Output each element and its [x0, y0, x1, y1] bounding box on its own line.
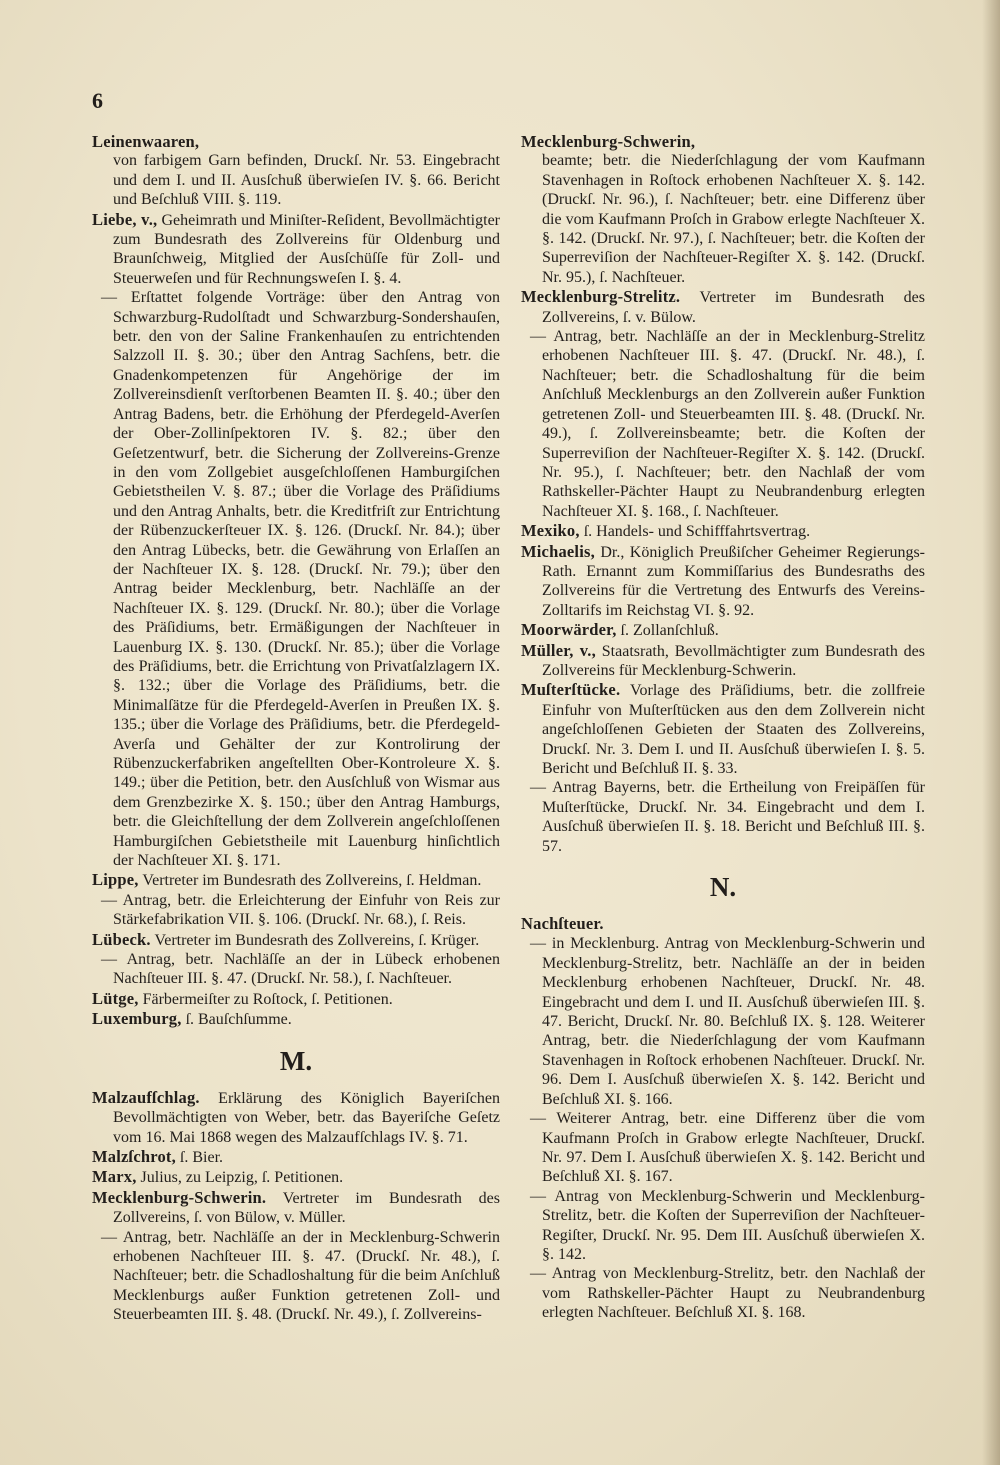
subentry-text: — Erſtattet folgende Vorträge: über den Antrag von Schwarzburg-Rudolſtadt und Schwarzburg-Sondershauſen, betr. den von der Saline Frankenhauſen zu entrichtenden Salzzoll II. §. 30.; über den Antrag Sachſens, betr. die Gnadenkompetenzen für Angehörige der im Zollvereinsdienſt verſtorbenen Beamten II. §. 40.; über den Antrag Badens, betr. die Erhöhung der Pferdegeld-Averſen der Ober-Zollinſpektoren IV. §. 82.; über den Geſetzentwurf, betr. die Sicherung der Zollvereins-Grenze in den vom Zollgebiet ausgeſchloſſenen Hamburgiſchen Gebietstheilen V. §. 87.; über die Vorlage des Präſidiums und den Antrag Anhalts, betr. die Kreditfriſt zur Entrichtung der Rübenzuckerſteuer IX. §. 126. (Druckſ. Nr. 84.); über den Antrag Lübecks, betr. die Gewährung von Erlaſſen an der Nachſteuer IX. §. 128. (Druckſ. Nr. 79.); über den Antrag beider Mecklenburg, betr. Nachläſſe an der Nachſteuer IX. §. 129. (Druckſ. Nr. 80.); über die Vorlage des Präſidiums, betr. Ermäßigungen der Nachſteuer in Lauenburg IX. §. 130. (Druckſ. Nr. 85.); über die Vorlage des Präſidiums, betr. die Errichtung von Privatſalzlagern IX. §. 132.; über die Vorlage des Präſidiums, betr. die Minimalſätze für die Pferdegeld-Averſen in Preußen IX. §. 135.; über die Vorlage des Präſidiums, betr. die Pferdegeld-Averſa und Gehälter der zur Kontrolirung der Rübenzuckerfabriken angeſtellten Ober-Kontroleure X. §. 149.; über die Petition, betr. den Ausſchluß von Wismar aus dem Grenzbezirke X. §. 150.; über den Antrag Hamburgs, betr. die Gleichſtellung der dem Zollverein angeſchloſſenen Hamburgiſchen Gebietstheile mit Lauenburg hinſichtlich der Nachſteuer XI. §. 171. [101, 289, 500, 870]
entry-headword: Mecklenburg-Schwerin. [92, 1187, 267, 1207]
index-entry [92, 132, 500, 210]
index-entry [521, 914, 925, 934]
index-entry [521, 641, 925, 681]
index-entry [92, 1088, 500, 1147]
index-entry [92, 1167, 500, 1187]
entry-headword: Müller, v., [521, 640, 596, 660]
entry-text: ſ. Bier. [179, 1148, 224, 1166]
entry-text: Vertreter im Bundesrath des Zollvereins, ſ. Krüger. [154, 931, 480, 949]
entry-headword: Malzaufſchlag. [92, 1087, 200, 1107]
entry-text: Erklärung des Königlich Bayeriſchen Bevollmächtigten von Weber, betr. das Bayeriſche Geſetz vom 16. Mai 1868 wegen des Malzaufſchlags IV. §. 71. [113, 1089, 501, 1146]
index-subentry [521, 327, 925, 521]
subentry-text: — Antrag, betr. Nachläſſe an der in Mecklenburg-Schwerin erhobenen Nachſteuer III. §. 47. (Druckſ. Nr. 48.), ſ. Nachſteuer; betr. die Schadloshaltung für die beim Anſchluß Mecklenburgs außer Funktion getretenen Zoll- und Steuerbeamten III. §. 48. (Druckſ. Nr. 49.), ſ. Zollvereins- [101, 1228, 500, 1324]
index-subentry [521, 778, 925, 856]
entry-headword: Mexiko, [521, 521, 580, 541]
entry-headword: Lübeck. [92, 929, 151, 949]
index-subentry [92, 950, 500, 989]
scan-edge-shadow [982, 0, 1000, 1465]
entry-headword: Moorwärder, [521, 620, 617, 640]
entry-text: von farbigem Garn befinden, Druckſ. Nr. 53. Eingebracht und dem I. und II. Ausſchuß überwieſen IV. §. 66. Bericht und Beſchluß VIII. §. 119. [113, 152, 500, 209]
subentry-text: — Antrag, betr. Nachläſſe an der in Mecklenburg-Strelitz erhobenen Nachſteuer III. §. 47. (Druckſ. Nr. 48.), ſ. Nachſteuer; betr. die Schadloshaltung für die beim Anſchluß Mecklenburgs an den Zollverein außer Funktion getretenen Zoll- und Steuerbeamten III. §. 48. (Druckſ. Nr. 49.), ſ. Zollvereinsbeamte; betr. die Koſten der Superreviſion der Nachſteuer-Regiſter X. §. 142. (Druckſ. Nr. 95.), ſ. Nachſteuer; betr. den Nachlaß der vom Rathskeller-Pächter Haupt zu Neubrandenburg erlegten Nachſteuer XI. §. 168., ſ. Nachſteuer. [530, 328, 925, 520]
index-entry [92, 210, 500, 289]
entry-text: Vorlage des Präſidiums, betr. die zollfreie Einfuhr von Muſterſtücken aus den dem Zollverein nicht angeſchloſſenen Gebieten der Staaten des Zollvereins, Druckſ. Nr. 3. Dem I. und II. Ausſchuß überwieſen I. §. 5. Bericht und Beſchluß II. §. 33. [542, 682, 925, 777]
index-entry [521, 542, 925, 621]
index-entry [521, 680, 925, 778]
entry-text: Geheimrath und Miniſter-Reſident, Bevollmächtigter zum Bundesrath des Zollvereins für Oldenburg und Braunſchweig, Mitglied der Ausſchüſſe für Zoll- und Steuerweſen und für Rechnungsweſen I. §. 4. [113, 211, 500, 287]
entry-text: Vertreter im Bundesrath des Zollvereins, ſ. v. Bülow. [542, 289, 925, 326]
entry-headword: Leinenwaaren, [92, 132, 200, 151]
subentry-text: — Antrag Bayerns, betr. die Ertheilung von Freipäſſen für Muſterſtücke, Druckſ. Nr. 34. Eingebracht und dem I. Ausſchuß überwieſen II. §. 18. Bericht und Beſchluß III. §. 57. [530, 779, 925, 855]
subentry-text: — Antrag, betr. Nachläſſe an der in Lübeck erhobenen Nachſteuer III. §. 47. (Druckſ. Nr. 58.), ſ. Nachſteuer. [101, 951, 500, 988]
entry-headword: Mecklenburg-Schwerin, [521, 132, 696, 151]
subentry-text: — Antrag von Mecklenburg-Strelitz, betr. den Nachlaß der vom Rathskeller-Pächter Haupt zu Neubrandenburg erlegten Nachſteuer. Beſchluß XI. §. 168. [530, 1265, 925, 1322]
entry-headword: Luxemburg, [92, 1009, 182, 1029]
subentry-text: — Weiterer Antrag, betr. eine Differenz über die vom Kaufmann Proſch in Grabow erlegte Nachſteuer, Druckſ. Nr. 97. Dem I. Ausſchuß überwieſen X. §. 142. Bericht und Beſchluß XI. §. 167. [530, 1110, 925, 1186]
entry-text: Vertreter im Bundesrath des Zollvereins, ſ. von Bülow, v. Müller. [113, 1189, 500, 1227]
column-left [92, 132, 500, 1325]
entry-text: ſ. Bauſchſumme. [185, 1011, 292, 1029]
entry-text: ſ. Zollanſchluß. [620, 622, 719, 640]
entry-headword: Muſterſtücke. [521, 680, 621, 700]
subentry-text: — in Mecklenburg. Antrag von Mecklenburg-Schwerin und Mecklenburg-Strelitz, betr. Nachläſſe an der in beiden Mecklenburg erhobenen Nachſteuer, Druckſ. Nr. 48. Eingebracht und dem I. und II. Ausſchuß überwieſen III. §. 47. Bericht, Druckſ. Nr. 80. Beſchluß IX. §. 128. Weiterer Antrag, betr. die Niederſchlagung der vom Kaufmann Stavenhagen in Roſtock erhobenen Nachſteuer. Druckſ. Nr. 96. Dem I. Ausſchuß überwieſen X. §. 142. Bericht und Beſchluß XI. §. 166. [530, 935, 925, 1108]
entry-headword: Lippe, [92, 870, 139, 890]
entry-headword: Nachſteuer. [521, 914, 604, 934]
index-entry [521, 132, 925, 287]
entry-text: Vertreter im Bundesrath des Zollvereins, ſ. Heldman. [142, 872, 482, 890]
index-subentry [521, 934, 925, 1109]
entry-headword: Liebe, v., [92, 209, 158, 229]
entry-text: Julius, zu Leipzig, ſ. Petitionen. [140, 1169, 344, 1187]
index-subentry [521, 1187, 925, 1265]
entry-headword: Marx, [92, 1167, 137, 1187]
subentry-text: — Antrag von Mecklenburg-Schwerin und Mecklenburg-Strelitz, betr. die Koſten der Superreviſion der Nachſteuer-Regiſter, Druckſ. Nr. 95. Dem III. Ausſchuß überwieſen X. §. 142. [530, 1187, 925, 1263]
section-letter: M. [279, 1045, 313, 1076]
index-entry [92, 989, 500, 1009]
subentry-text: — Antrag, betr. die Erleichterung der Einfuhr von Reis zur Stärkefabrikation VII. §. 106. (Druckſ. Nr. 68.), ſ. Reis. [101, 891, 500, 929]
index-entry [521, 620, 925, 640]
index-entry [521, 287, 925, 327]
index-entry [92, 930, 500, 950]
index-subentry [92, 1228, 500, 1325]
section-letter: N. [709, 872, 737, 903]
entry-text: Staatsrath, Bevollmächtigter zum Bundesrath des Zollvereins für Mecklenburg-Schwerin. [542, 642, 926, 679]
entry-text: ſ. Handels- und Schifffahrtsvertrag. [583, 523, 811, 541]
index-entry [92, 1147, 500, 1167]
index-subentry [92, 288, 500, 870]
index-entry [92, 870, 500, 890]
entry-headword: Mecklenburg-Strelitz. [521, 287, 681, 307]
index-entry [521, 521, 925, 541]
index-subentry [521, 1264, 925, 1322]
entry-text: Dr., Königlich Preußiſcher Geheimer Regierungs-Rath. Ernannt zum Kommiſſarius des Bundesraths des Zollvereins für die Vertretung des Entwurfs des Vereins-Zolltarifs im Reichstag VI. §. 92. [542, 543, 925, 619]
entry-headword: Lütge, [92, 988, 139, 1008]
index-entry [92, 1009, 500, 1029]
index-entry [92, 1188, 500, 1228]
entry-text: beamte; betr. die Niederſchlagung der vom Kaufmann Stavenhagen in Roſtock erhobenen Nachſteuer X. §. 142. (Druckſ. Nr. 96.), ſ. Nachſteuer; betr. eine Differenz über die vom Kaufmann Proſch in Grabow erlegte Nachſteuer X. §. 142. (Druckſ. Nr. 97.), ſ. Nachſteuer; betr. die Koſten der Superreviſion der Nachſteuer-Regiſter X. §. 142. (Druckſ. Nr. 95.), ſ. Nachſteuer. [542, 152, 925, 286]
index-subentry [92, 891, 500, 930]
entry-headword: Michaelis, [521, 541, 595, 561]
entry-headword: Malzſchrot, [92, 1146, 176, 1166]
entry-text: Färbermeiſter zu Roſtock, ſ. Petitionen. [142, 990, 393, 1008]
column-right [521, 132, 925, 1323]
index-subentry [521, 1109, 925, 1187]
page-number: 6 [92, 88, 103, 113]
